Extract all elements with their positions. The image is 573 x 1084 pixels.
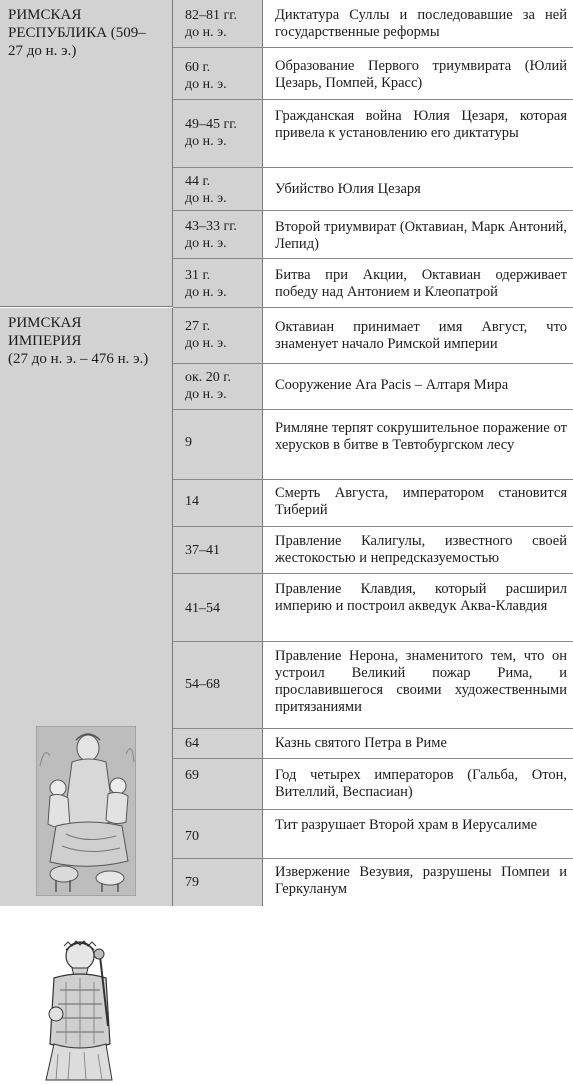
table-row [173, 364, 573, 410]
date-cell [173, 259, 263, 307]
event-text: Октавиан принимает имя Август, что знаменует начало Римской империи [275, 319, 567, 352]
date-cell [173, 574, 263, 641]
event-text: Гражданская война Юлия Цезаря, которая привела к установлению его диктатуры [275, 108, 567, 141]
table-row [173, 259, 573, 308]
era-title-line: (27 до н. э. – 476 н. э.) [8, 351, 149, 367]
event-text: Сооружение Ara Pacis – Алтаря Мира [275, 377, 509, 393]
date-text: 37–41 [185, 543, 220, 558]
date-text: 41–54 [185, 601, 220, 616]
date-text: 31 г. до н. э. [185, 268, 227, 300]
table-row [173, 759, 573, 810]
era-title-republic [8, 6, 166, 60]
date-text: 49–45 гг. до н. э. [185, 117, 237, 149]
event-text: Правление Калигулы, известного своей жестокостью и непредсказуемостью [275, 533, 567, 566]
table-row [173, 642, 573, 729]
era-title-line: ИМПЕРИЯ [8, 333, 82, 349]
date-text: 70 [185, 829, 199, 844]
date-cell [173, 168, 263, 210]
event-text: Казнь святого Петра в Риме [275, 735, 447, 751]
event-text: Правление Нерона, знаменитого тем, что он устроил Великий пожар Рима, и прославившегося своими художественными притязаниями [275, 648, 567, 715]
date-cell [173, 810, 263, 858]
date-text: 27 г. до н. э. [185, 319, 227, 351]
era-title-empire [8, 314, 166, 368]
event-text: Убийство Юлия Цезаря [275, 181, 421, 197]
event-text: Правление Клавдия, который расширил империю и построил акведук Аква-Клавдия [275, 581, 567, 614]
table-row [173, 100, 573, 168]
event-text: Римляне терпят сокрушительное поражение от херусков в битве в Тевтобургском лесу [275, 420, 567, 453]
date-cell [173, 410, 263, 479]
date-text: 44 г. до н. э. [185, 174, 227, 206]
relief-goddess-with-children-icon [36, 726, 136, 896]
date-text: 64 [185, 736, 199, 751]
event-text: Смерть Августа, императором становится Тиберий [275, 485, 567, 518]
date-cell [173, 859, 263, 906]
era-title-line: РЕСПУБЛИКА (509– [8, 25, 146, 41]
table-row [173, 574, 573, 642]
table-row [173, 168, 573, 211]
date-text: 14 [185, 494, 199, 509]
date-cell [173, 642, 263, 728]
date-cell [173, 211, 263, 258]
date-cell [173, 364, 263, 409]
event-text: Образование Первого триумвирата (Юлий Цезарь, Помпей, Красс) [275, 58, 567, 91]
date-text: 82–81 гг. до н. э. [185, 8, 237, 40]
date-cell [173, 308, 263, 363]
table-row [173, 859, 573, 906]
date-cell [173, 759, 263, 809]
date-cell [173, 729, 263, 758]
event-text: Извержение Везувия, разрушены Помпеи и Геркуланум [275, 864, 567, 897]
date-cell [173, 480, 263, 526]
table-row [173, 480, 573, 527]
date-cell [173, 0, 263, 47]
date-text: 54–68 [185, 677, 220, 692]
date-text: 43–33 гг. до н. э. [185, 219, 237, 251]
event-text: Год четырех императоров (Гальба, Отон, Вителлий, Веспасиан) [275, 767, 567, 800]
era-title-line: 27 до н. э.) [8, 43, 77, 59]
date-text: 79 [185, 875, 199, 890]
date-text: ок. 20 г. до н. э. [185, 370, 231, 402]
table-row [173, 0, 573, 48]
date-text: 9 [185, 435, 192, 450]
date-text: 60 г. до н. э. [185, 60, 227, 92]
table-row [173, 308, 573, 364]
era-cell-republic [0, 0, 173, 307]
date-cell [173, 100, 263, 167]
table-row [173, 810, 573, 859]
era-title-line: РИМСКАЯ [8, 315, 82, 331]
date-text: 69 [185, 768, 199, 783]
era-cell-empire [0, 308, 173, 906]
table-row [173, 48, 573, 100]
emperor-with-scepter-icon [36, 934, 122, 1084]
date-cell [173, 527, 263, 573]
table-row [173, 410, 573, 480]
event-text: Второй триумвират (Октавиан, Марк Антоний, Лепид) [275, 219, 567, 252]
event-text: Битва при Акции, Октавиан одерживает победу над Антонием и Клеопатрой [275, 267, 567, 300]
table-row [173, 527, 573, 574]
event-text: Диктатура Суллы и последовавшие за ней государственные реформы [275, 7, 567, 40]
date-cell [173, 48, 263, 99]
table-row [173, 211, 573, 259]
event-text: Тит разрушает Второй храм в Иерусалиме [275, 817, 538, 833]
table-row [173, 729, 573, 759]
era-title-line: РИМСКАЯ [8, 7, 82, 23]
